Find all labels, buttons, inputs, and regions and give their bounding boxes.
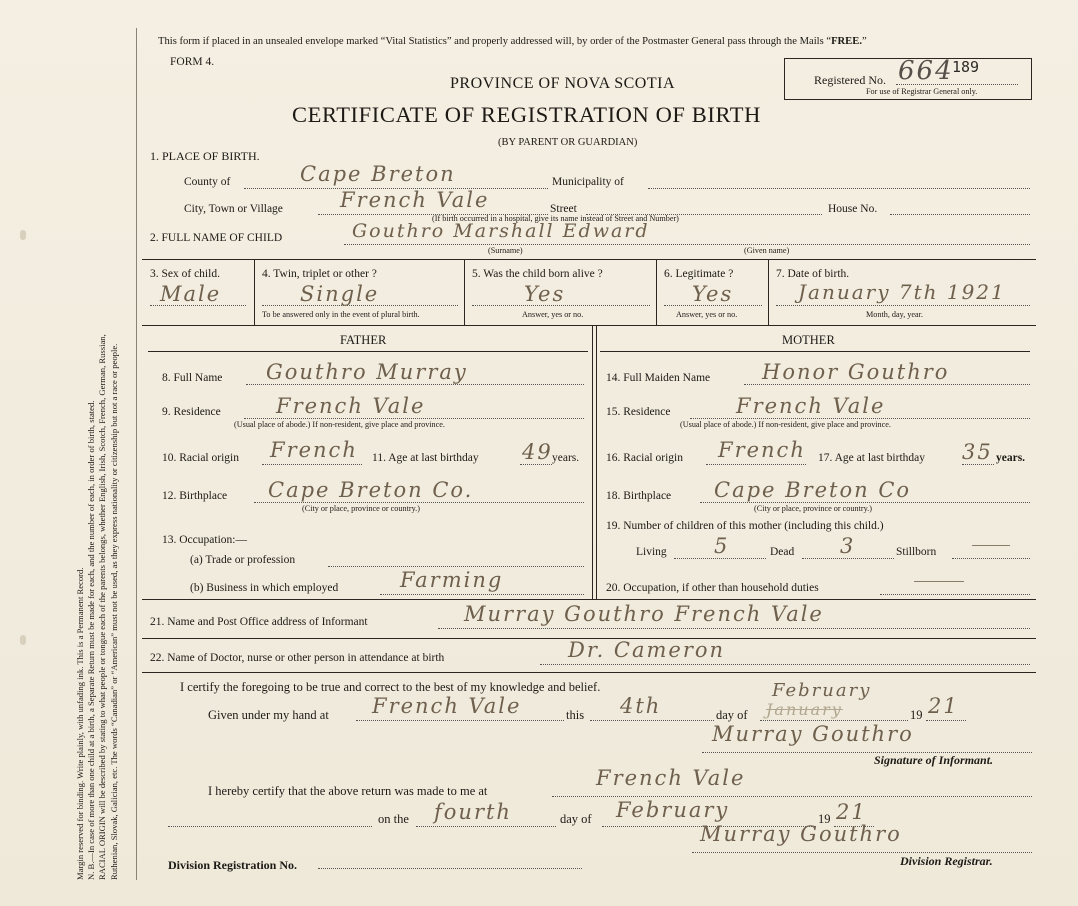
registrar-year-prefix: 19 <box>818 812 831 826</box>
registrar-month-value: February <box>616 798 730 822</box>
legitimate-label: 6. Legitimate ? <box>664 268 734 280</box>
mother-children-label: 19. Number of children of this mother (including this child.) <box>606 520 884 532</box>
legitimate-note: Answer, yes or no. <box>676 310 738 319</box>
father-age-value: 49 <box>522 440 553 464</box>
dob-value: January 7th 1921 <box>798 280 1006 304</box>
certification-statement: I certify the foregoing to be true and correct to the best of my knowledge and belief. <box>180 680 601 694</box>
mother-residence-label: 15. Residence <box>606 406 671 418</box>
binding-margin-line <box>136 28 137 880</box>
given-month-value: February <box>772 680 872 701</box>
city-value: French Vale <box>340 188 490 212</box>
mother-residence-note: (Usual place of abode.) If non-resident, give place and province. <box>680 420 891 429</box>
alive-note: Answer, yes or no. <box>522 310 584 319</box>
father-racial-value: French <box>270 438 358 462</box>
city-label: City, Town or Village <box>184 203 283 215</box>
signature-of-informant-label: Signature of Informant. <box>874 753 994 767</box>
registrar-day-value: fourth <box>434 800 512 824</box>
hospital-note: (If birth occurred in a hospital, give its name instead of Street and Number) <box>432 214 679 223</box>
county-value: Cape Breton <box>300 162 456 186</box>
mother-birthplace-label: 18. Birthplace <box>606 490 672 502</box>
margin-note-1: Margin reserved for binding. Write plainly, with unfading ink. This is a Permanent Record. <box>75 567 85 880</box>
father-name-label: 8. Full Name <box>162 372 223 384</box>
mother-racial-label: 16. Racial origin <box>606 452 683 464</box>
father-birthplace-value: Cape Breton Co. <box>268 478 474 502</box>
doctor-label: 22. Name of Doctor, nurse or other person in attendance at birth <box>150 652 445 664</box>
father-years-label: years. <box>552 452 580 464</box>
registrar-signature: Murray Gouthro <box>700 822 902 846</box>
dob-label: 7. Date of birth. <box>776 268 850 280</box>
on-the-label: on the <box>378 812 409 826</box>
stillborn-dash <box>972 545 1010 546</box>
father-name-value: Gouthro Murray <box>266 360 468 384</box>
father-residence-label: 9. Residence <box>162 406 221 418</box>
mother-birthplace-value: Cape Breton Co <box>714 478 912 502</box>
registered-no-label: Registered No. <box>814 73 886 87</box>
given-year-prefix: 19 <box>910 708 923 722</box>
given-year-suffix: 21 <box>928 694 959 718</box>
father-trade-label: (a) Trade or profession <box>190 554 296 566</box>
dead-value: 3 <box>840 534 856 558</box>
occupation-dash <box>914 581 964 582</box>
stillborn-label: Stillborn <box>896 546 937 558</box>
punch-hole <box>20 635 26 645</box>
registrar-day-of-label: day of <box>560 812 592 826</box>
registrar-place-value: French Vale <box>596 766 746 790</box>
province-heading: PROVINCE OF NOVA SCOTIA <box>450 75 676 92</box>
given-day-of-label: day of <box>716 708 748 722</box>
father-occupation-label: 13. Occupation:— <box>162 534 247 546</box>
legitimate-value: Yes <box>692 282 734 306</box>
father-age-label: 11. Age at last birthday <box>372 452 479 464</box>
registered-no-stamp: 189 <box>952 58 980 76</box>
twin-label: 4. Twin, triplet or other ? <box>262 268 377 280</box>
page-subtitle: (BY PARENT OR GUARDIAN) <box>498 137 638 148</box>
mother-residence-value: French Vale <box>736 394 886 418</box>
informant-label: 21. Name and Post Office address of Informant <box>150 616 368 628</box>
mother-name-label: 14. Full Maiden Name <box>606 372 711 384</box>
margin-notes <box>75 20 120 880</box>
punch-hole <box>20 230 26 240</box>
registrar-year-suffix: 21 <box>836 800 867 824</box>
father-business-label: (b) Business in which employed <box>190 582 339 594</box>
given-month-crossed: January <box>766 700 843 719</box>
street-label: Street <box>550 203 577 215</box>
page-title: CERTIFICATE OF REGISTRATION OF BIRTH <box>292 102 761 127</box>
twin-note: To be answered only in the event of plural birth. <box>262 310 420 319</box>
alive-value: Yes <box>524 282 566 306</box>
informant-value: Murray Gouthro French Vale <box>464 602 824 626</box>
registrar-statement: I hereby certify that the above return was made to me at <box>208 784 488 798</box>
margin-note-3: RACIAL ORIGIN will be described by stating to what people or tongue each of the parents belongs, whether English, Irish, Scotch, French, German, Russian, <box>97 334 108 880</box>
county-label: County of <box>184 176 231 188</box>
twin-value: Single <box>300 282 380 306</box>
living-label: Living <box>636 546 667 558</box>
mother-heading: MOTHER <box>782 333 835 347</box>
margin-note-4: Ruthenian, Slovak, Galician, etc. The words “Canadian” or “American” must not be used, as they express nationality or citizenship but not a race or people. <box>108 343 119 880</box>
dob-note: Month, day, year. <box>866 310 923 319</box>
father-racial-label: 10. Racial origin <box>162 452 239 464</box>
dead-label: Dead <box>770 546 795 558</box>
doctor-value: Dr. Cameron <box>568 638 726 662</box>
mother-age-value: 35 <box>962 440 993 464</box>
child-name-value: Gouthro Marshall Edward <box>352 220 650 242</box>
father-residence-note: (Usual place of abode.) If non-resident, give place and province. <box>234 420 445 429</box>
mother-age-label: 17. Age at last birthday <box>818 452 925 464</box>
surname-note: (Surname) <box>488 246 523 255</box>
mother-name-value: Honor Gouthro <box>762 360 950 384</box>
this-label: this <box>566 708 585 722</box>
given-under-label: Given under my hand at <box>208 708 329 722</box>
margin-note-2: N. B.—In case of more than one child at a birth, a Separate Return must be made for each, and the number of each, in order of birth, stated. <box>86 400 97 880</box>
given-place-value: French Vale <box>372 694 522 718</box>
mother-occupation-label: 20. Occupation, if other than household duties <box>606 582 819 594</box>
division-registration-label: Division Registration No. <box>168 858 297 872</box>
mother-birthplace-note: (City or place, province or country.) <box>754 504 872 513</box>
registrar-use-note: For use of Registrar General only. <box>866 87 978 96</box>
alive-label: 5. Was the child born alive ? <box>472 268 603 280</box>
mother-years-label: years. <box>996 452 1026 464</box>
sex-value: Male <box>160 282 222 306</box>
father-birthplace-label: 12. Birthplace <box>162 490 228 502</box>
father-business-value: Farming <box>400 568 504 592</box>
registered-no-value: 664 <box>898 56 954 86</box>
form-number: FORM 4. <box>170 56 215 68</box>
father-birthplace-note: (City or place, province or country.) <box>302 504 420 513</box>
given-day-value: 4th <box>620 694 662 718</box>
municipality-label: Municipality of <box>552 176 624 188</box>
father-residence-value: French Vale <box>276 394 426 418</box>
house-no-label: House No. <box>828 203 878 215</box>
sex-label: 3. Sex of child. <box>150 268 220 280</box>
mother-racial-value: French <box>718 438 806 462</box>
mail-notice: This form if placed in an unsealed envelope marked “Vital Statistics” and properly addressed will, by order of the Postmaster General pass through the Mails “FREE.” <box>158 36 867 47</box>
place-of-birth-label: 1. PLACE OF BIRTH. <box>150 149 260 163</box>
informant-signature: Murray Gouthro <box>712 722 914 746</box>
given-name-note: (Given name) <box>744 246 790 255</box>
division-registrar-label: Division Registrar. <box>900 854 993 868</box>
living-value: 5 <box>714 534 730 558</box>
child-name-label: 2. FULL NAME OF CHILD <box>150 232 283 244</box>
father-heading: FATHER <box>340 333 387 347</box>
